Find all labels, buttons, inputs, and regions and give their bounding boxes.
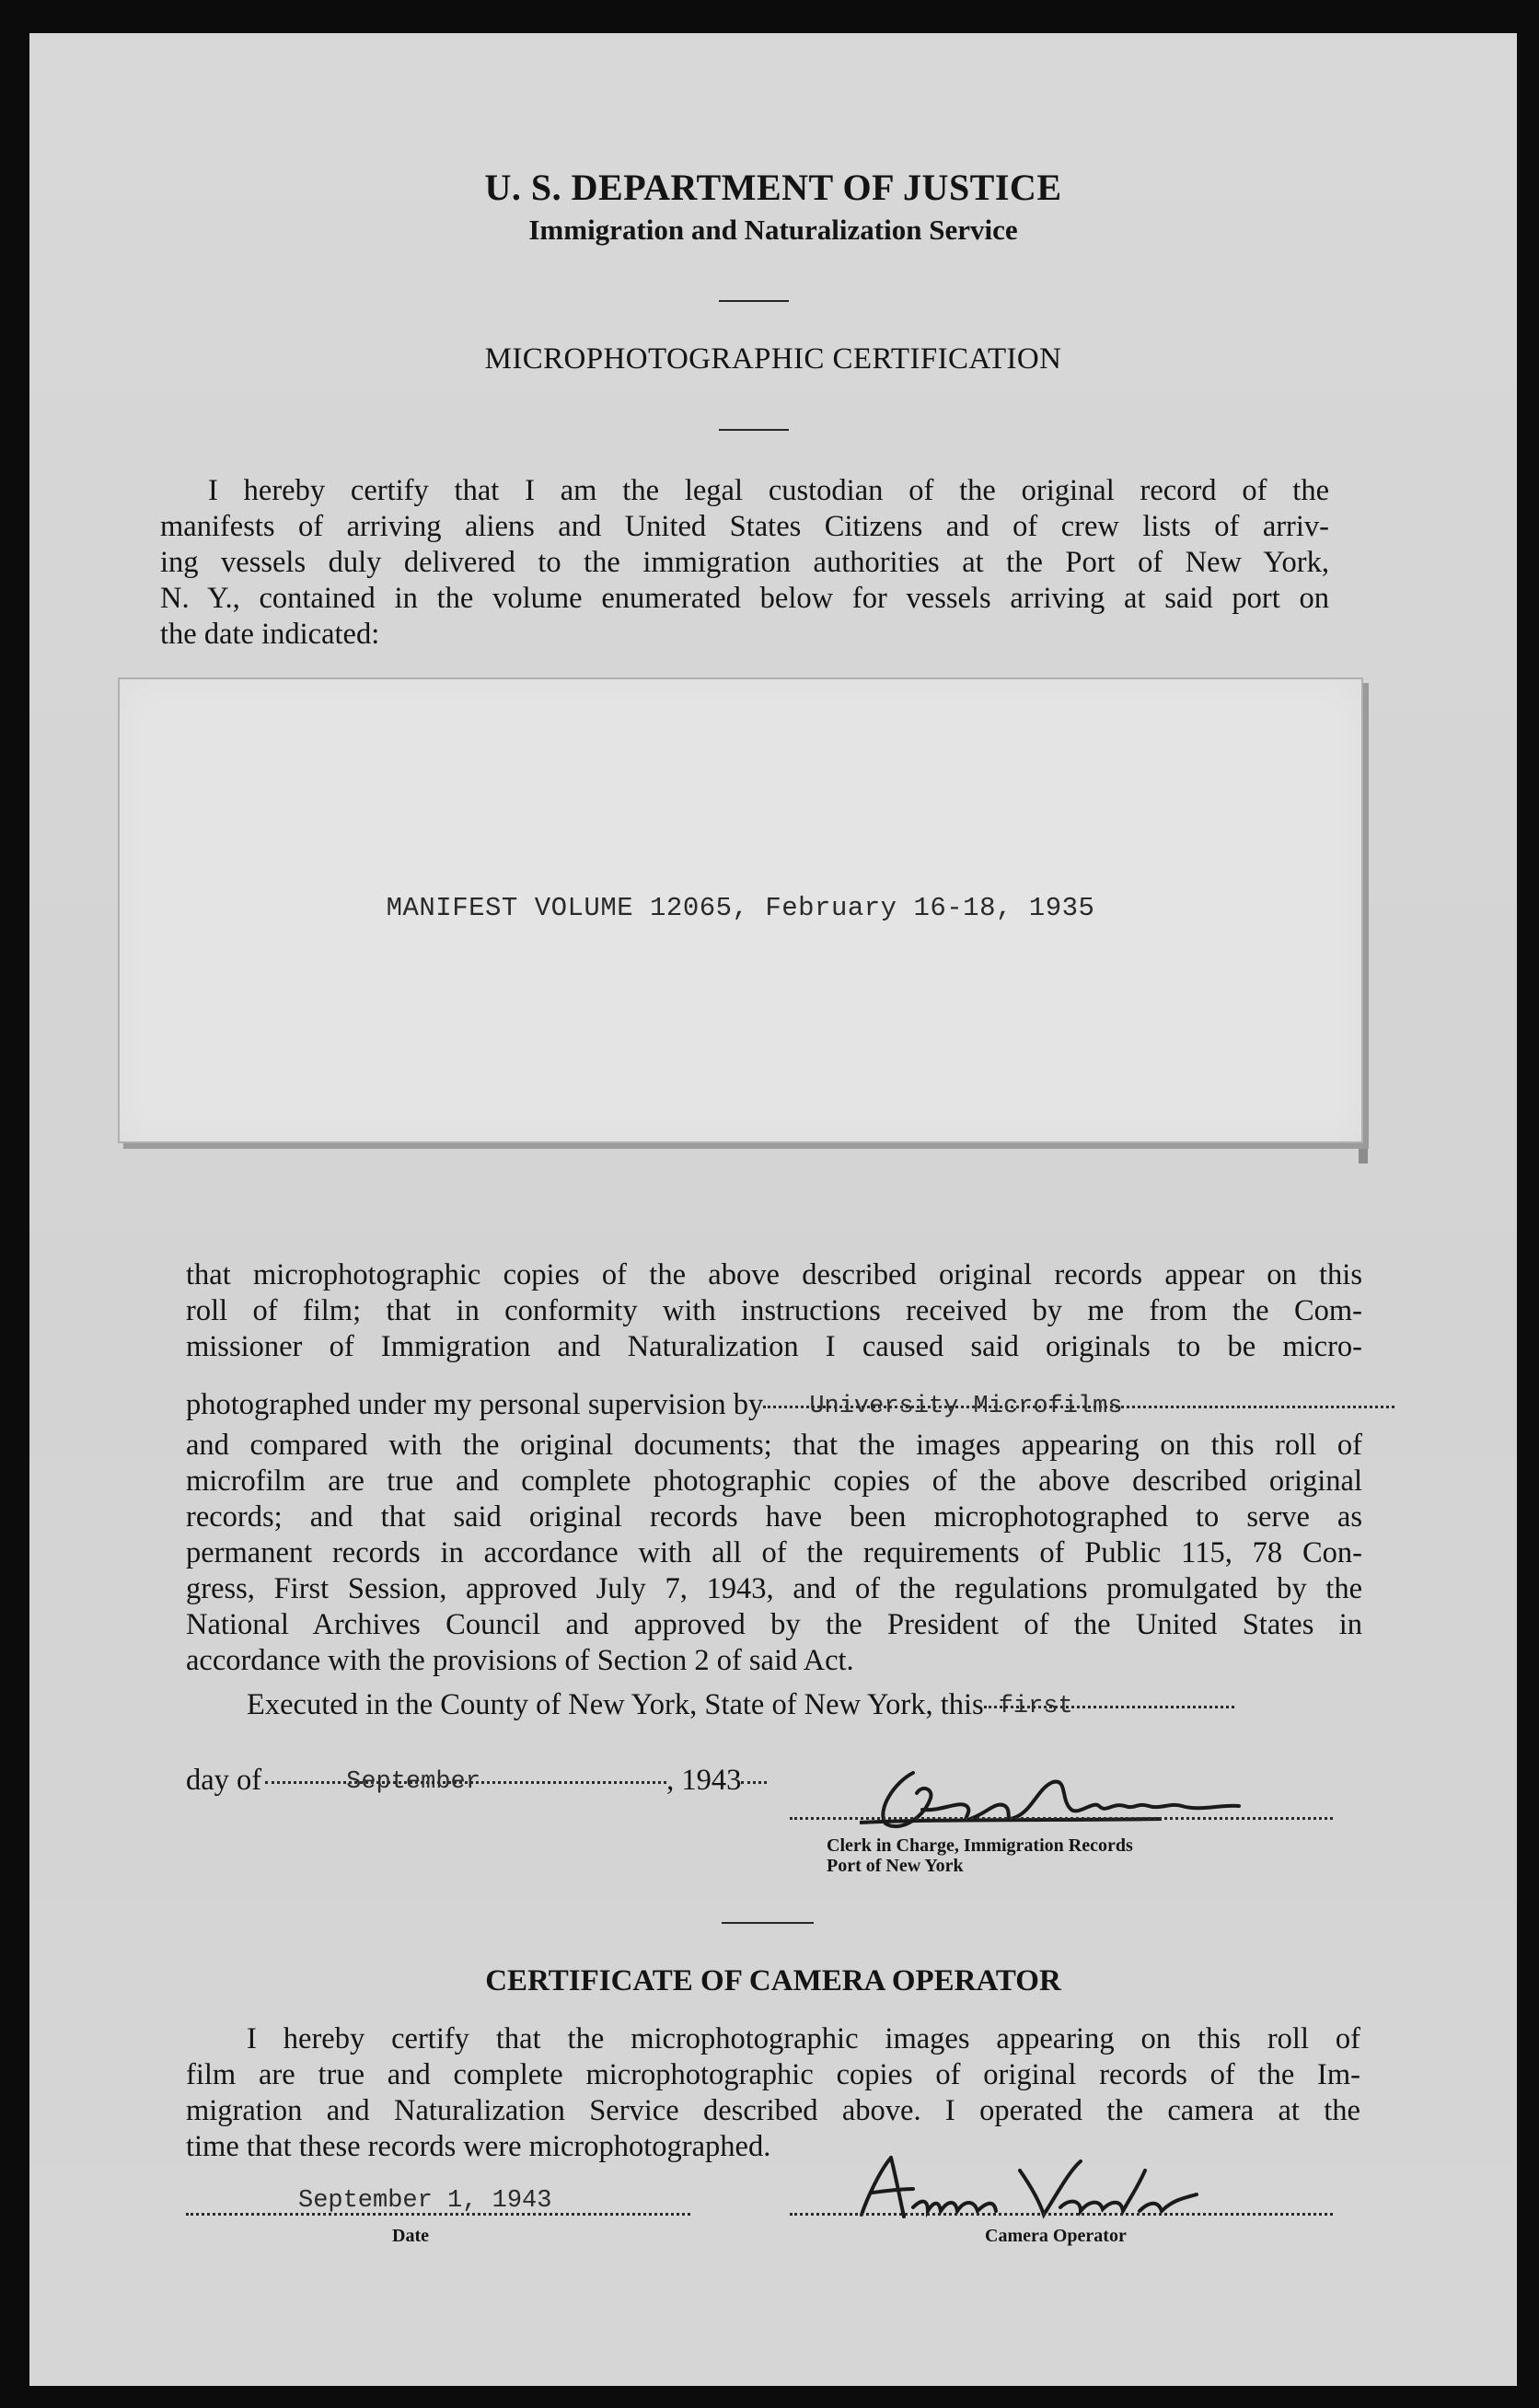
service-subtitle: Immigration and Naturalization Service [528,214,1018,246]
day-of-label: day of [186,1764,262,1797]
divider-rule [722,1922,814,1924]
paragraph-line: missioner of Immigration and Naturalization I caused said originals to be micro- [186,1330,1362,1363]
paragraph-line: migration and Naturalization Service described above. I operated the camera at the [186,2094,1360,2127]
supervision-fill-line [763,1393,1394,1420]
paragraph-line: I hereby certify that I am the legal custodian of the original record of the [208,474,1329,507]
paragraph-line: the date indicated: [160,618,380,651]
clerk-title [827,1835,1133,1876]
paragraph-line: I hereby certify that the microphotographic images appearing on this roll of [247,2022,1360,2055]
camera-operator-heading: CERTIFICATE OF CAMERA OPERATOR [485,1964,1061,1997]
paragraph-line: manifests of arriving aliens and United States Citizens and of crew lists of arriv- [160,510,1329,543]
paragraph-line: ing vessels duly delivered to the immigration authorities at the Port of New York, [160,546,1329,579]
clerk-title-line: Clerk in Charge, Immigration Records [827,1835,1133,1856]
certification-body [186,1257,1362,1365]
paragraph-line: accordance with the provisions of Section 2 of said Act. [186,1644,854,1677]
paragraph-line: N. Y., contained in the volume enumerated below for vessels arriving at said port on [160,582,1329,615]
paragraph-line: gress, First Session, approved July 7, 1943, and of the regulations promulgated by the [186,1572,1362,1605]
manifest-volume-text: MANIFEST VOLUME 12065, February 16-18, 1935 [386,893,1095,923]
clerk-title-line: Port of New York [827,1856,964,1876]
camera-operator-signature [839,2134,1272,2235]
paragraph-line: roll of film; that in conformity with instructions received by me from the Com- [186,1294,1362,1327]
paragraph-line: and compared with the original documents; that the images appearing on this roll of [186,1429,1362,1462]
paragraph-line: time that these records were microphotographed. [186,2130,771,2163]
paragraph-line: records; and that said original records have been microphotographed to serve as [186,1500,1362,1534]
paragraph-line: permanent records in accordance with all of the requirements of Public 115, 78 Con- [186,1536,1362,1569]
document-page [29,33,1517,2386]
supervision-value: University Microfilms [809,1393,1123,1420]
paragraph-line: National Archives Council and approved by the President of the United States in [186,1608,1362,1641]
certification-heading: MICROPHOTOGRAPHIC CERTIFICATION [484,342,1062,376]
month-value: September [346,1768,480,1796]
year-value: 3 [726,1764,742,1797]
operator-signature-line [790,2213,1333,2216]
clerk-signature-line [790,1817,1333,1820]
operator-label: Camera Operator [985,2226,1127,2246]
divider-rule [719,429,789,431]
executed-line [247,1688,1234,1722]
supervision-prefix: photographed under my personal supervision by [186,1388,764,1421]
agency-title: U. S. DEPARTMENT OF JUSTICE [484,167,1062,208]
day-value: first [998,1693,1073,1720]
date-label: Date [392,2226,429,2246]
manifest-volume-card [118,677,1363,1143]
divider-rule [719,300,789,302]
month-fill-line [265,1768,666,1796]
paragraph-line: microfilm are true and complete photographic copies of the above described original [186,1464,1362,1498]
paragraph-line: film are true and complete microphotographic copies of original records of the Im- [186,2058,1360,2091]
year-prefix: , 194 [666,1764,727,1797]
supervision-line [186,1388,1362,1422]
certification-body-continued [186,1428,1362,1679]
day-fill-line [984,1693,1234,1720]
intro-paragraph [160,473,1329,653]
year-fill-line [741,1781,767,1784]
day-of-line [186,1764,767,1798]
executed-text: Executed in the County of New York, State of New York, this [247,1688,984,1721]
paragraph-line: that microphotographic copies of the above described original records appear on this [186,1258,1362,1291]
date-value: September 1, 1943 [298,2187,552,2215]
